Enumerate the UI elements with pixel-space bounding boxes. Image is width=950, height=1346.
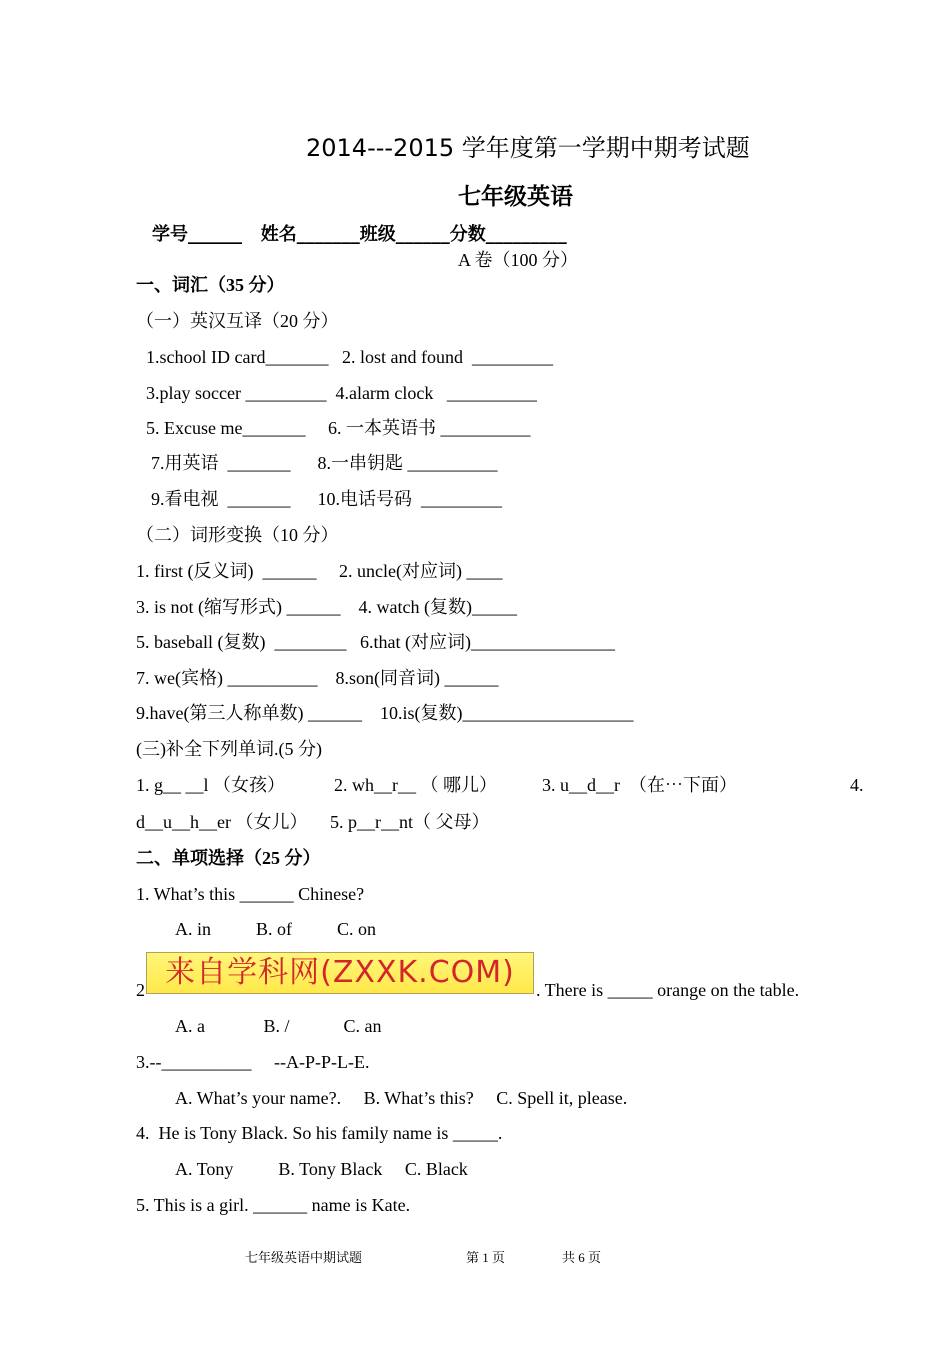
question-1-options: A. in B. of C. on bbox=[175, 919, 377, 939]
exam-subtitle: 七年级英语 bbox=[458, 184, 573, 210]
exam-title: 2014---2015 学年度第一学期中期考试题 bbox=[306, 134, 750, 162]
part2-line-2: 3. is not (缩写形式) ______ 4. watch (复数)_____ bbox=[136, 597, 517, 617]
part2-heading: （二）词形变换（10 分） bbox=[136, 525, 339, 545]
student-info-line: 学号______ 姓名_______班级______分数_________ bbox=[152, 224, 567, 245]
part1-line-4: 7.用英语 _______ 8.一串钥匙 __________ bbox=[151, 453, 498, 473]
part1-line-2: 3.play soccer _________ 4.alarm clock __________ bbox=[146, 383, 537, 403]
part2-line-5: 9.have(第三人称单数) ______ 10.is(复数)___________________ bbox=[136, 703, 634, 723]
part3-heading: (三)补全下列单词.(5 分) bbox=[136, 739, 322, 759]
footer-page-number: 第 1 页 bbox=[466, 1250, 506, 1265]
part1-heading: （一）英汉互译（20 分） bbox=[136, 311, 339, 331]
section1-heading: 一、词汇（35 分） bbox=[136, 275, 285, 295]
question-5: 5. This is a girl. ______ name is Kate. bbox=[136, 1195, 411, 1215]
part2-line-1: 1. first (反义词) ______ 2. uncle(对应词) ____ bbox=[136, 561, 503, 581]
question-2-options: A. a B. / C. an bbox=[175, 1016, 382, 1036]
question-2-number: 2 bbox=[136, 980, 145, 1000]
part2-line-3: 5. baseball (复数) ________ 6.that (对应词)________________ bbox=[136, 632, 615, 652]
section2-heading: 二、单项选择（25 分） bbox=[136, 848, 321, 868]
part1-line-3: 5. Excuse me_______ 6. 一本英语书 __________ bbox=[146, 418, 531, 438]
question-2: . There is _____ orange on the table. bbox=[536, 980, 800, 1000]
part3-item-4-number: 4. bbox=[850, 775, 864, 795]
watermark-banner: 来自学科网(ZXXK.COM) bbox=[146, 952, 534, 994]
part3-item-1: 1. g__ __l （女孩） bbox=[136, 775, 286, 795]
part1-line-5: 9.看电视 _______ 10.电话号码 _________ bbox=[151, 489, 502, 509]
part2-line-4: 7. we(宾格) __________ 8.son(同音词) ______ bbox=[136, 668, 499, 688]
question-1: 1. What’s this ______ Chinese? bbox=[136, 884, 365, 904]
part3-line-2: d__u__h__er （女儿） 5. p__r__nt（ 父母） bbox=[136, 812, 490, 832]
footer-title: 七年级英语中期试题 bbox=[245, 1250, 363, 1265]
question-3: 3.--__________ --A-P-P-L-E. bbox=[136, 1052, 370, 1072]
paper-a-label: A 卷（100 分） bbox=[458, 250, 579, 270]
question-4-options: A. Tony B. Tony Black C. Black bbox=[175, 1159, 468, 1179]
part1-line-1: 1.school ID card_______ 2. lost and found _________ bbox=[146, 347, 553, 367]
question-3-options: A. What’s your name?. B. What’s this? C. Spell it, please. bbox=[175, 1088, 628, 1108]
part3-item-2: 2. wh__r__ （ 哪儿） bbox=[334, 775, 497, 795]
part3-item-3: 3. u__d__r （在⋯下面） bbox=[542, 775, 737, 795]
footer-page-total: 共 6 页 bbox=[562, 1250, 602, 1265]
question-4: 4. He is Tony Black. So his family name is _____. bbox=[136, 1123, 503, 1143]
